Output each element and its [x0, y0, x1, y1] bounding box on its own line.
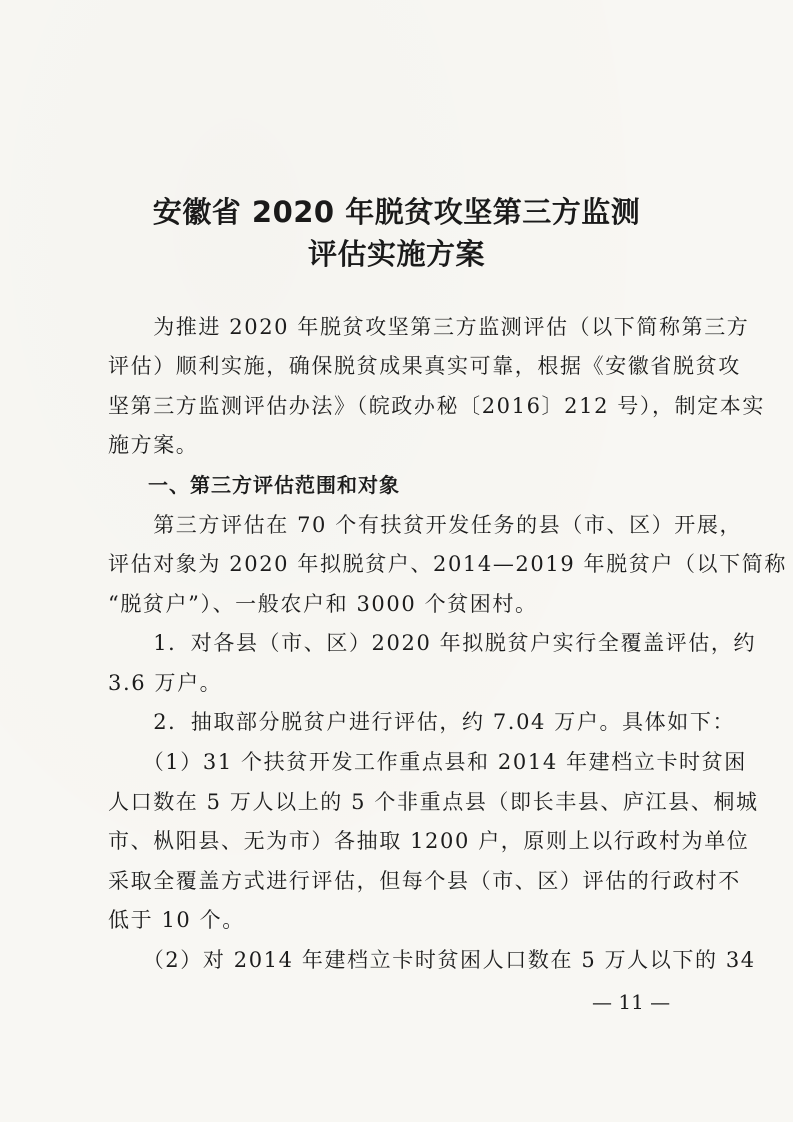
intro-line-1: 为推进 2020 年脱贫攻坚第三方监测评估（以下简称第三方	[108, 315, 750, 339]
item1-line-1: 1．对各县（市、区）2020 年拟脱贫户实行全覆盖评估，约	[108, 631, 757, 655]
item1-line-2: 3.6 万户。	[108, 671, 223, 695]
intro-line-3: 坚第三方监测评估办法》（皖政办秘〔2016〕212 号），制定本实	[108, 394, 765, 418]
item2-1-line-1: （1）31 个扶贫开发工作重点县和 2014 年建档立卡时贫困	[108, 750, 747, 774]
intro-line-4: 施方案。	[108, 433, 199, 457]
document-title-line-2: 评估实施方案	[307, 237, 485, 271]
section1-line-1: 第三方评估在 70 个有扶贫开发任务的县（市、区）开展，	[108, 513, 743, 537]
item2-1-line-4: 采取全覆盖方式进行评估，但每个县（市、区）评估的行政村不	[108, 869, 741, 893]
section1-line-3: “脱贫户”）、一般农户和 3000 个贫困村。	[108, 592, 538, 616]
intro-line-2: 评估）顺利实施，确保脱贫成果真实可靠，根据《安徽省脱贫攻	[108, 354, 741, 378]
page-number: — 11 —	[592, 990, 671, 1014]
item2-1-line-3: 市、枞阳县、无为市）各抽取 1200 户，原则上以行政村为单位	[108, 829, 750, 853]
document-title-line-1: 安徽省 2020 年脱贫攻坚第三方监测	[152, 195, 641, 229]
item2-2-line-1: （2）对 2014 年建档立卡时贫困人口数在 5 万人以下的 34	[108, 948, 756, 972]
item2-line-1: 2．抽取部分脱贫户进行评估，约 7.04 万户。具体如下：	[108, 710, 736, 734]
section-heading: 一、第三方评估范围和对象	[148, 473, 400, 497]
item2-1-line-5: 低于 10 个。	[108, 908, 245, 932]
item2-1-line-2: 人口数在 5 万人以上的 5 个非重点县（即长丰县、庐江县、桐城	[108, 790, 759, 814]
section1-line-2: 评估对象为 2020 年拟脱贫户、2014—2019 年脱贫户（以下简称	[108, 552, 787, 576]
